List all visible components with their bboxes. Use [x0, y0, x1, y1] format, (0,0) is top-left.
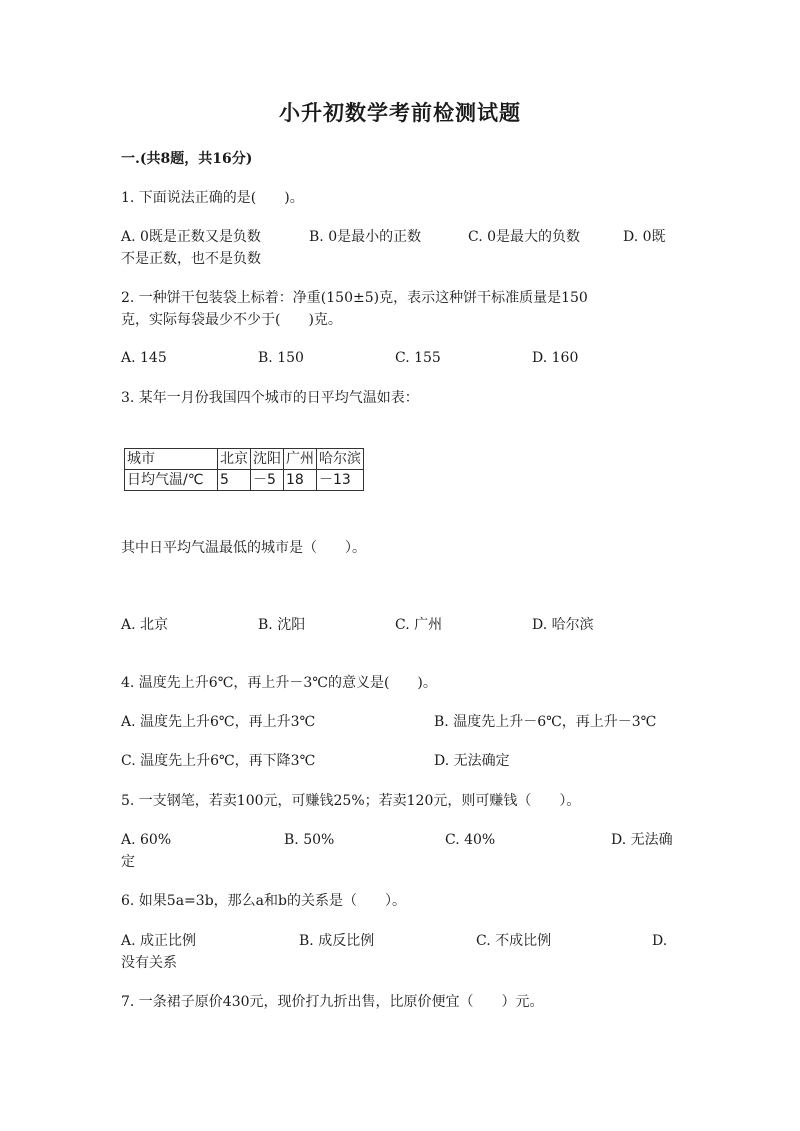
q3-question: 其中日平均气温最低的城市是（ ）。 [121, 540, 366, 556]
q2-stem-line2: 克，实际每袋最少不少于( )克。 [121, 312, 342, 328]
q1-option-b: B. 0是最小的正数 [309, 229, 422, 245]
table-cell: 5 [218, 470, 251, 491]
q4-option-d: D. 无法确定 [434, 753, 510, 769]
q6-option-d-continued: 没有关系 [121, 955, 177, 971]
q3-stem: 3. 某年一月份我国四个城市的日平均气温如表： [121, 390, 419, 406]
q5-option-d-continued: 定 [121, 854, 135, 870]
q4-option-c: C. 温度先上升6℃，再下降3℃ [121, 753, 316, 769]
q2-stem-line1: 2. 一种饼干包装袋上标着：净重(150±5)克，表示这种饼干标准质量是150 [121, 290, 588, 306]
table-cell: 哈尔滨 [317, 449, 364, 470]
table-cell: －13 [317, 470, 364, 491]
q5-stem: 5. 一支钢笔，若卖100元，可赚钱25%；若卖120元，则可赚钱（ ）。 [121, 793, 581, 809]
q2-option-c: C. 155 [395, 350, 441, 366]
temperature-table [124, 448, 364, 491]
q3-option-a: A. 北京 [121, 617, 169, 633]
q2-option-a: A. 145 [121, 350, 167, 366]
table-cell: 日均气温/℃ [125, 470, 218, 491]
q5-option-b: B. 50% [284, 832, 335, 848]
q3-option-c: C. 广州 [395, 617, 443, 633]
q6-option-b: B. 成反比例 [299, 933, 375, 949]
q1-option-d-continued: 不是正数，也不是负数 [121, 251, 261, 267]
q2-option-b: B. 150 [258, 350, 304, 366]
q1-option-a: A. 0既是正数又是负数 [121, 229, 261, 245]
table-row [125, 470, 364, 491]
q6-option-a: A. 成正比例 [121, 933, 197, 949]
q4-stem: 4. 温度先上升6℃，再上升－3℃的意义是( )。 [121, 675, 437, 691]
q6-option-c: C. 不成比例 [476, 933, 552, 949]
table-cell: 广州 [284, 449, 317, 470]
q6-stem: 6. 如果5a=3b，那么a和b的关系是（ ）。 [121, 893, 406, 909]
q5-option-c: C. 40% [445, 832, 496, 848]
q5-option-d: D. 无法确 [611, 832, 673, 848]
q1-option-c: C. 0是最大的负数 [468, 229, 581, 245]
q7-stem: 7. 一条裙子原价430元，现价打九折出售，比原价便宜（ ）元。 [121, 994, 544, 1010]
table-header-row [125, 449, 364, 470]
table-cell: 北京 [218, 449, 251, 470]
q3-option-d: D. 哈尔滨 [532, 617, 594, 633]
table-cell: 城市 [125, 449, 218, 470]
page-title: 小升初数学考前检测试题 [279, 100, 521, 125]
table-cell: 18 [284, 470, 317, 491]
q2-option-d: D. 160 [532, 350, 579, 366]
q1-stem: 1. 下面说法正确的是( )。 [121, 190, 304, 206]
table-cell: 沈阳 [251, 449, 284, 470]
table-cell: －5 [251, 470, 284, 491]
q5-option-a: A. 60% [121, 832, 172, 848]
q3-option-b: B. 沈阳 [258, 617, 306, 633]
q4-option-b: B. 温度先上升－6℃，再上升－3℃ [434, 714, 657, 730]
section-heading: 一.(共8题，共16分) [121, 151, 253, 167]
q6-option-d: D. [652, 933, 668, 949]
q4-option-a: A. 温度先上升6℃，再上升3℃ [121, 714, 316, 730]
q1-option-d: D. 0既 [623, 229, 666, 245]
